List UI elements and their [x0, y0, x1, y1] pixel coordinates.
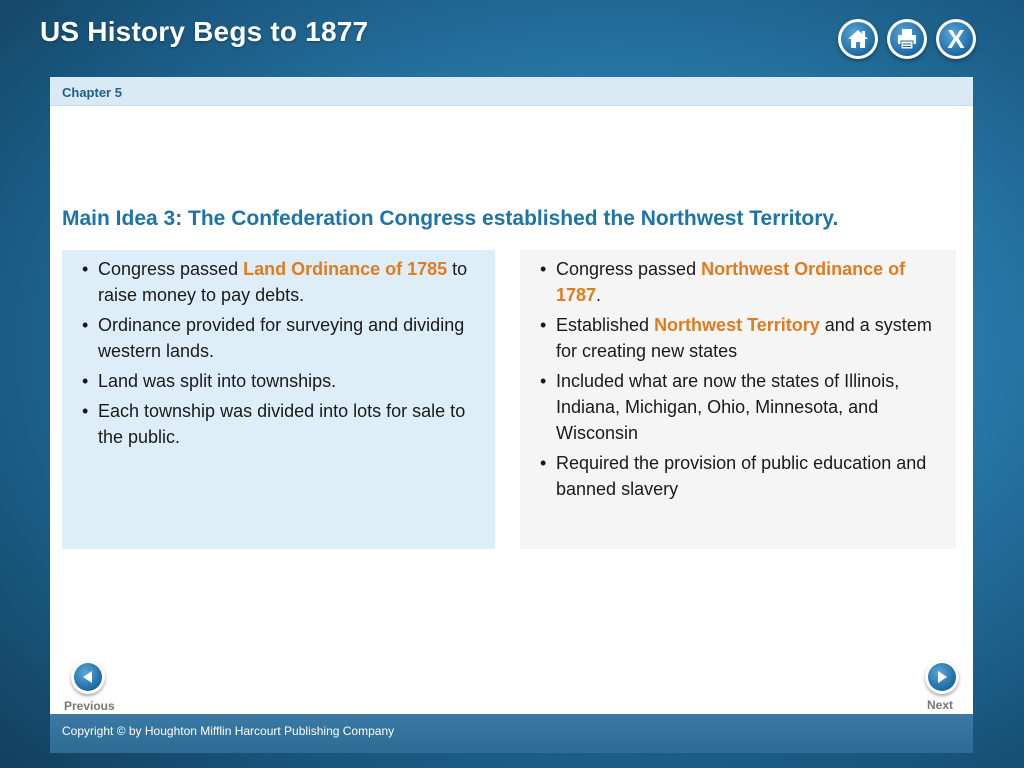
bullet-icon: • — [82, 371, 89, 391]
bullet-icon: • — [540, 453, 547, 473]
home-icon — [846, 27, 870, 51]
list-item — [530, 312, 938, 364]
previous-button[interactable] — [71, 660, 105, 694]
print-button[interactable] — [887, 19, 927, 59]
arrow-right-icon — [935, 670, 949, 684]
previous-label[interactable]: Previous — [64, 699, 115, 713]
highlight-term: Northwest Ordinance of 1787 — [556, 259, 906, 305]
item-text: Established — [556, 315, 655, 335]
list-item — [72, 256, 477, 308]
highlight-term: Land Ordinance of 1785 — [243, 259, 448, 279]
chapter-label: Chapter 5 — [62, 85, 122, 100]
footer-bar — [50, 714, 973, 753]
item-text: Land was split into townships. — [98, 371, 337, 391]
chapter-bar — [50, 77, 973, 106]
bullet-icon: • — [540, 315, 547, 335]
app-title: US History Begs to 1877 — [40, 16, 369, 47]
bullet-icon: • — [82, 401, 89, 421]
left-content-box — [62, 250, 495, 549]
highlight-term: Northwest Territory — [654, 315, 820, 335]
item-text: and a system for creating new states — [556, 315, 932, 361]
item-text: Ordinance provided for surveying and dividing western lands. — [98, 315, 465, 361]
bullet-icon: • — [540, 371, 547, 391]
list-item — [72, 398, 477, 450]
arrow-left-icon — [81, 670, 95, 684]
item-text: Congress passed — [556, 259, 702, 279]
item-text: Congress passed — [98, 259, 244, 279]
bullet-icon: • — [82, 315, 89, 335]
next-button[interactable] — [925, 660, 959, 694]
list-item — [72, 368, 477, 394]
item-text: Each township was divided into lots for sale to the public. — [98, 401, 466, 447]
copyright-text: Copyright © by Houghton Mifflin Harcourt Publishing Company — [62, 724, 395, 738]
slide-panel — [50, 77, 973, 753]
item-text: Required the provision of public education and banned slavery — [556, 453, 927, 499]
item-text: to raise money to pay debts. — [98, 259, 468, 305]
main-idea-heading: Main Idea 3: The Confederation Congress established the Northwest Territory. — [62, 207, 839, 230]
list-item — [530, 450, 938, 502]
bullet-icon: • — [82, 259, 89, 279]
close-button[interactable] — [936, 19, 976, 59]
item-text: Included what are now the states of Illinois, Indiana, Michigan, Ohio, Minnesota, and Wisconsin — [556, 371, 900, 443]
next-label[interactable]: Next — [927, 698, 954, 712]
list-item — [530, 368, 938, 446]
home-button[interactable] — [838, 19, 878, 59]
list-item — [530, 256, 938, 308]
right-content-box — [520, 250, 956, 549]
close-icon: X — [947, 24, 965, 54]
item-text: . — [596, 285, 602, 305]
bullet-icon: • — [540, 259, 547, 279]
print-icon — [895, 27, 919, 51]
toolbar — [838, 19, 976, 59]
list-item — [72, 312, 477, 364]
